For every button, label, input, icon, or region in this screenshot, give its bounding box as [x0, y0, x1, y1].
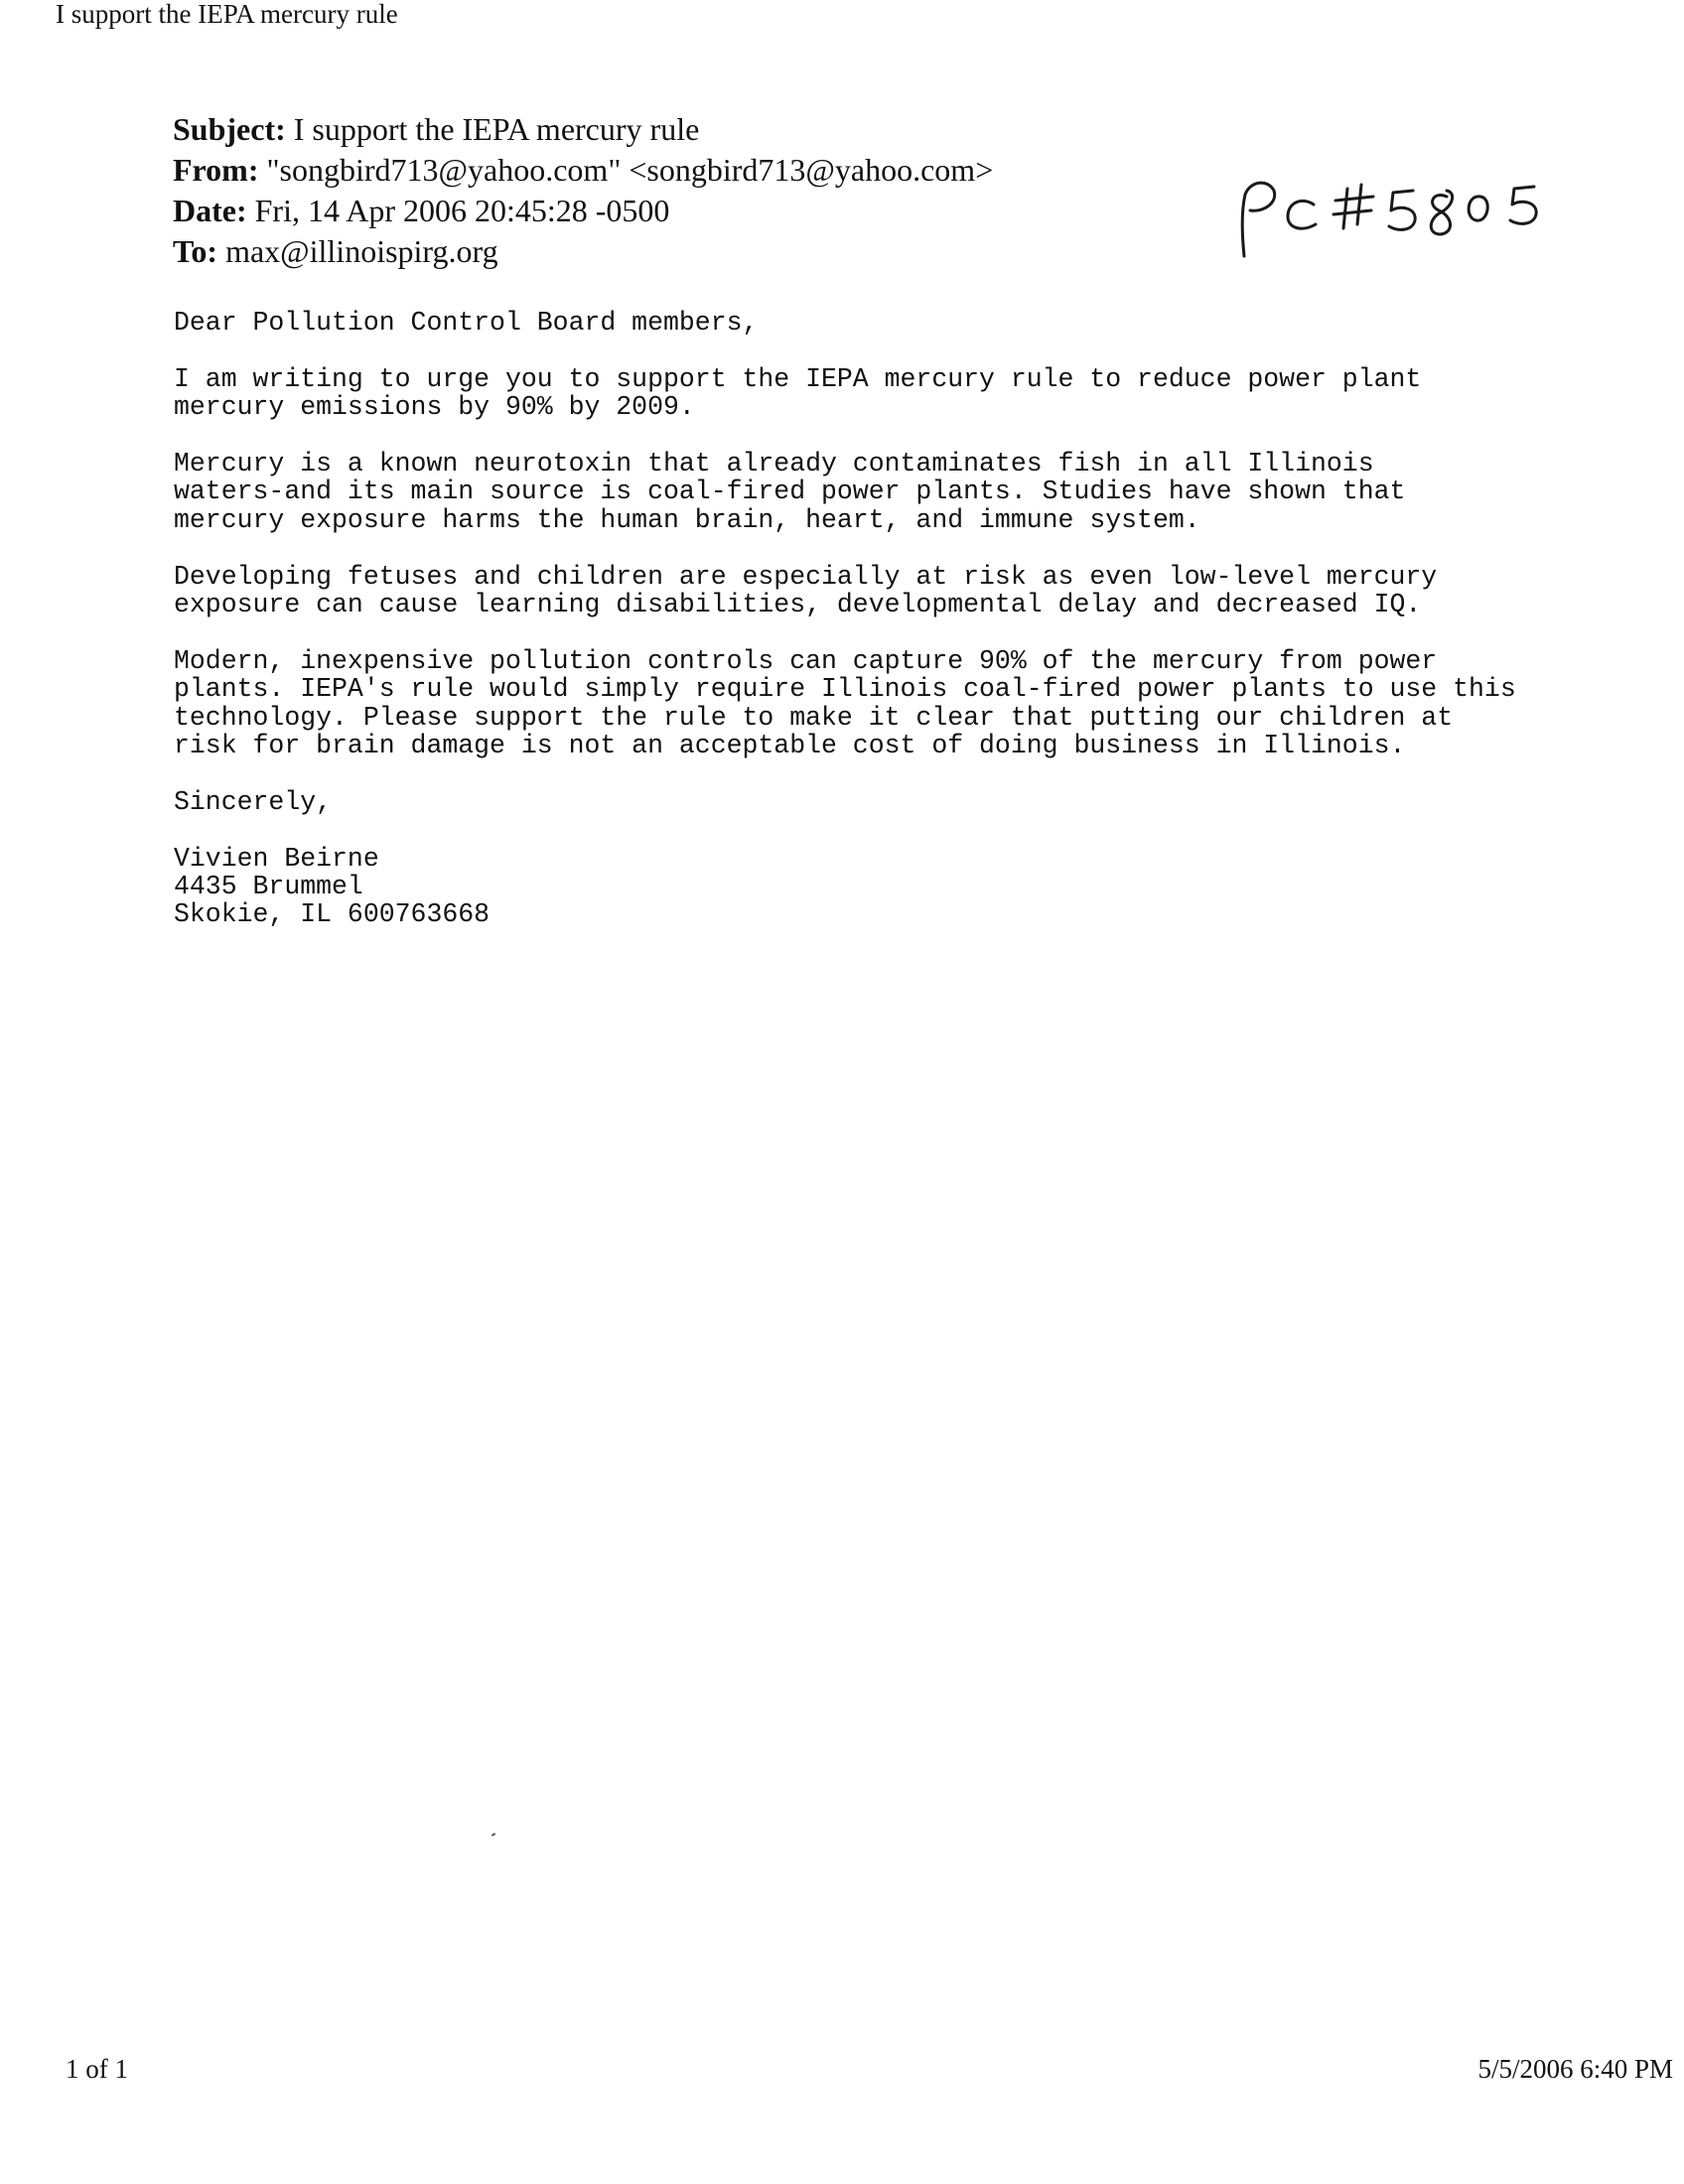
paragraph-3: Developing fetuses and children are especially at risk as even low-level mercury exposure can cause learning disabilities, developmental delay and decreased IQ.: [174, 561, 1438, 620]
signature-city: Skokie, IL 600763668: [174, 899, 491, 930]
signature-street: 4435 Brummel: [174, 872, 363, 902]
from-value: "songbird713@yahoo.com" <songbird713@yahoo.com>: [266, 152, 994, 188]
subject-value: I support the IEPA mercury rule: [293, 111, 700, 147]
salutation: Dear Pollution Control Board members,: [174, 308, 759, 338]
subject-row: [173, 109, 993, 150]
from-row: [173, 150, 993, 191]
closing: Sincerely,: [174, 786, 333, 817]
to-row: [173, 231, 993, 272]
scan-speck: [491, 1833, 495, 1837]
to-label: To:: [173, 233, 218, 269]
letter-body: [174, 309, 1564, 929]
from-label: From:: [173, 152, 259, 188]
signature-name: Vivien Beirne: [174, 843, 379, 874]
page-count: 1 of 1: [66, 2054, 128, 2084]
handwritten-annotation: [1236, 167, 1554, 276]
page-header-title: I support the IEPA mercury rule: [56, 0, 398, 29]
email-header: [173, 109, 993, 272]
to-value: max@illinoispirg.org: [225, 233, 498, 269]
subject-label: Subject:: [173, 111, 286, 147]
handwritten-pc-number-icon: [1236, 167, 1554, 276]
date-label: Date:: [173, 193, 247, 228]
paragraph-4: Modern, inexpensive pollution controls can capture 90% of the mercury from power plants. IEPA's rule would simply require Illinois coal-fired power plants to use this technology. Please support the rule to make it clear that putting our children at risk for brain damage is not an acceptable cost of doing business in Illinois.: [174, 645, 1516, 761]
date-value: Fri, 14 Apr 2006 20:45:28 -0500: [254, 193, 670, 228]
printed-timestamp: 5/5/2006 6:40 PM: [1477, 2054, 1673, 2084]
paragraph-1: I am writing to urge you to support the IEPA mercury rule to reduce power plant mercury emissions by 90% by 2009.: [174, 363, 1422, 423]
date-row: [173, 191, 993, 231]
paragraph-2: Mercury is a known neurotoxin that already contaminates fish in all Illinois waters-and its main source is coal-fired power plants. Studies have shown that mercury exposure harms the human brain, heart, and immune system.: [174, 449, 1406, 535]
